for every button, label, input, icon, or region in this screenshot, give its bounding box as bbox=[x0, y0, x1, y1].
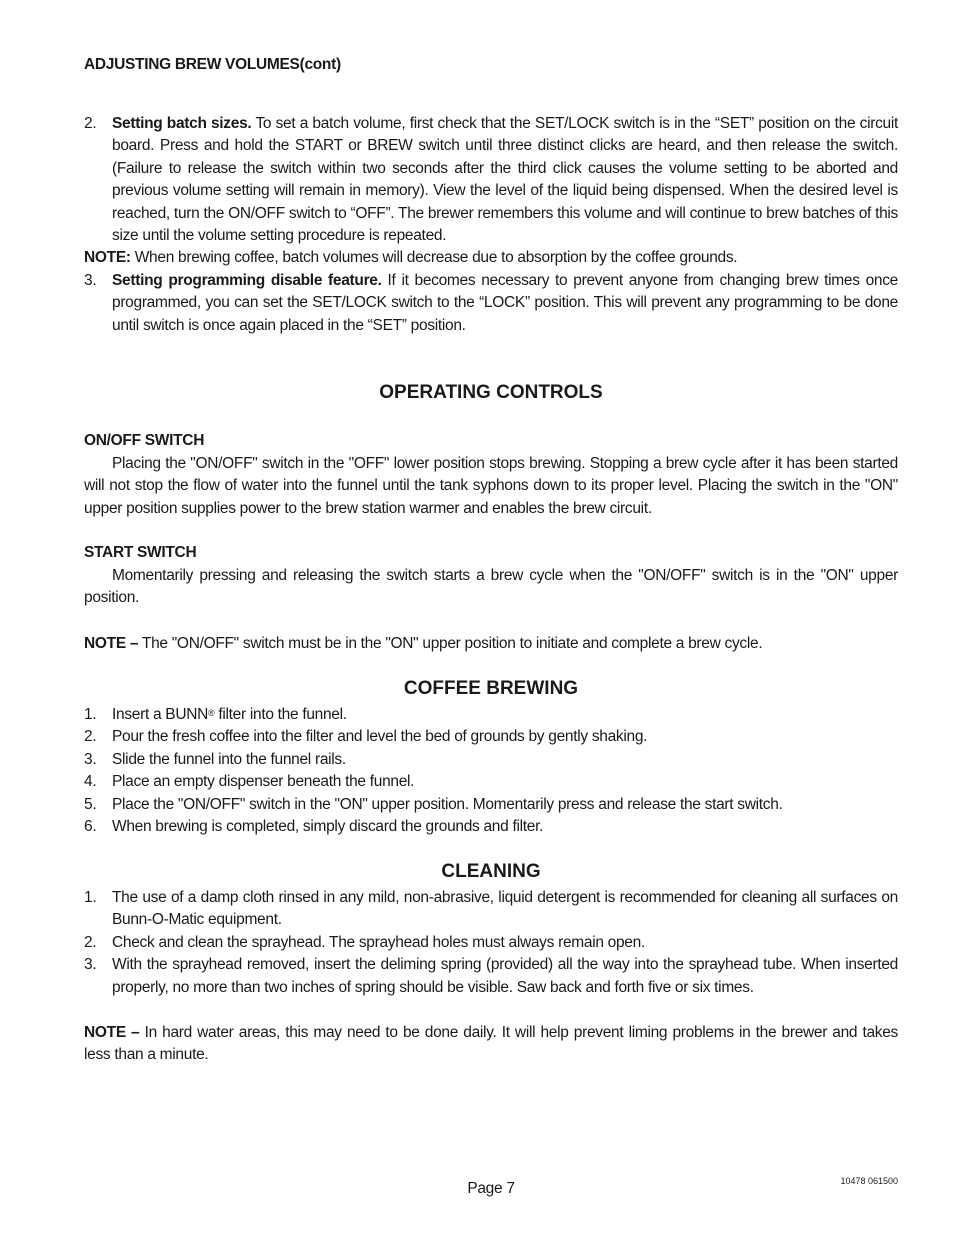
list-item: 3. With the sprayhead removed, insert the deliming spring (provided) all the way into the sprayhead tube. When inserted properly, no more than two inches of spring should be visible. Saw back and forth five or six times. bbox=[84, 956, 898, 996]
list-item: 2. Check and clean the sprayhead. The sprayhead holes must always remain open. bbox=[84, 933, 645, 951]
section-title-cleaning: CLEANING bbox=[441, 861, 541, 882]
list-text: Setting programming disable feature. If it becomes necessary to prevent anyone from changing brew times once programmed, you can set the SET/LOCK switch to the “LOCK” position. This will prevent any programming to be done until switch is once again placed in the “SET” position. bbox=[112, 271, 898, 334]
adjusting-list bbox=[84, 113, 898, 337]
list-item bbox=[84, 704, 898, 726]
note-paragraph: NOTE: When brewing coffee, batch volumes will decrease due to absorption by the coffee grounds. bbox=[84, 249, 738, 267]
document-code: 10478 061500 bbox=[840, 1176, 898, 1186]
list-number: 2. bbox=[84, 115, 97, 132]
list-number: 3. bbox=[84, 271, 97, 289]
section-title-operating-controls: OPERATING CONTROLS bbox=[379, 382, 603, 403]
onoff-paragraph: Placing the "ON/OFF" switch in the "OFF" lower position stops brewing. Stopping a brew cycle after it has been started will not stop the flow of water into the funnel until the tank syphons down to its proper level. Placing the switch in the "ON" upper position supplies power to the brew station warmer and enables the brew circuit. bbox=[84, 455, 898, 517]
list-item: 4. Place an empty dispenser beneath the funnel. bbox=[84, 773, 415, 791]
cleaning-list bbox=[84, 887, 898, 999]
page-number: Page 7 bbox=[467, 1180, 515, 1197]
list-item: 1. The use of a damp cloth rinsed in any mild, non-abrasive, liquid detergent is recommended for cleaning all surfaces on Bunn-O-Matic equipment. bbox=[84, 889, 898, 929]
note-paragraph: NOTE – The "ON/OFF" switch must be in the "ON" upper position to initiate and complete a brew cycle. bbox=[84, 635, 763, 652]
start-paragraph: Momentarily pressing and releasing the switch starts a brew cycle when the "ON/OFF" switch is in the "ON" upper position. bbox=[84, 567, 898, 607]
section-title-coffee-brewing: COFFEE BREWING bbox=[403, 678, 579, 699]
subheading-start-switch: START SWITCH bbox=[84, 544, 197, 561]
subheading-onoff-switch: ON/OFF SWITCH bbox=[84, 432, 205, 449]
list-item: 2. Pour the fresh coffee into the filter and level the bed of grounds by gently shaking. bbox=[84, 728, 648, 746]
list-item bbox=[84, 113, 898, 247]
brewing-list bbox=[84, 704, 898, 838]
list-item: 5. Place the "ON/OFF" switch in the "ON" upper position. Momentarily press and release the start switch. bbox=[84, 795, 783, 813]
list-text: Setting batch sizes. To set a batch volume, first check that the SET/LOCK switch is in the “SET” position on the circuit board. Press and hold the START or BREW switch until three distinct clicks are heard, and then release the switch. (Failure to release the switch within two seconds after the third click causes the volume setting to be aborted and previous volume setting will remain in memory). View the level of the liquid being dispensed. When the desired level is reached, turn the ON/OFF switch to “OFF”. The brewer remembers this volume and will continue to brew batches of this size until the volume setting procedure is repeated. bbox=[112, 115, 898, 245]
section-heading-adjusting: ADJUSTING BREW VOLUMES(cont) bbox=[84, 56, 341, 73]
list-item: 3. Slide the funnel into the funnel rails. bbox=[84, 750, 346, 768]
list-number: 1. bbox=[84, 706, 97, 723]
registered-mark: ® bbox=[208, 708, 215, 718]
list-text: Insert a BUNN® filter into the funnel. bbox=[112, 706, 347, 723]
list-item bbox=[84, 270, 898, 337]
list-item: 6. When brewing is completed, simply discard the grounds and filter. bbox=[84, 818, 544, 836]
note-paragraph: NOTE – In hard water areas, this may need to be done daily. It will help prevent liming problems in the brewer and takes less than a minute. bbox=[84, 1024, 899, 1064]
